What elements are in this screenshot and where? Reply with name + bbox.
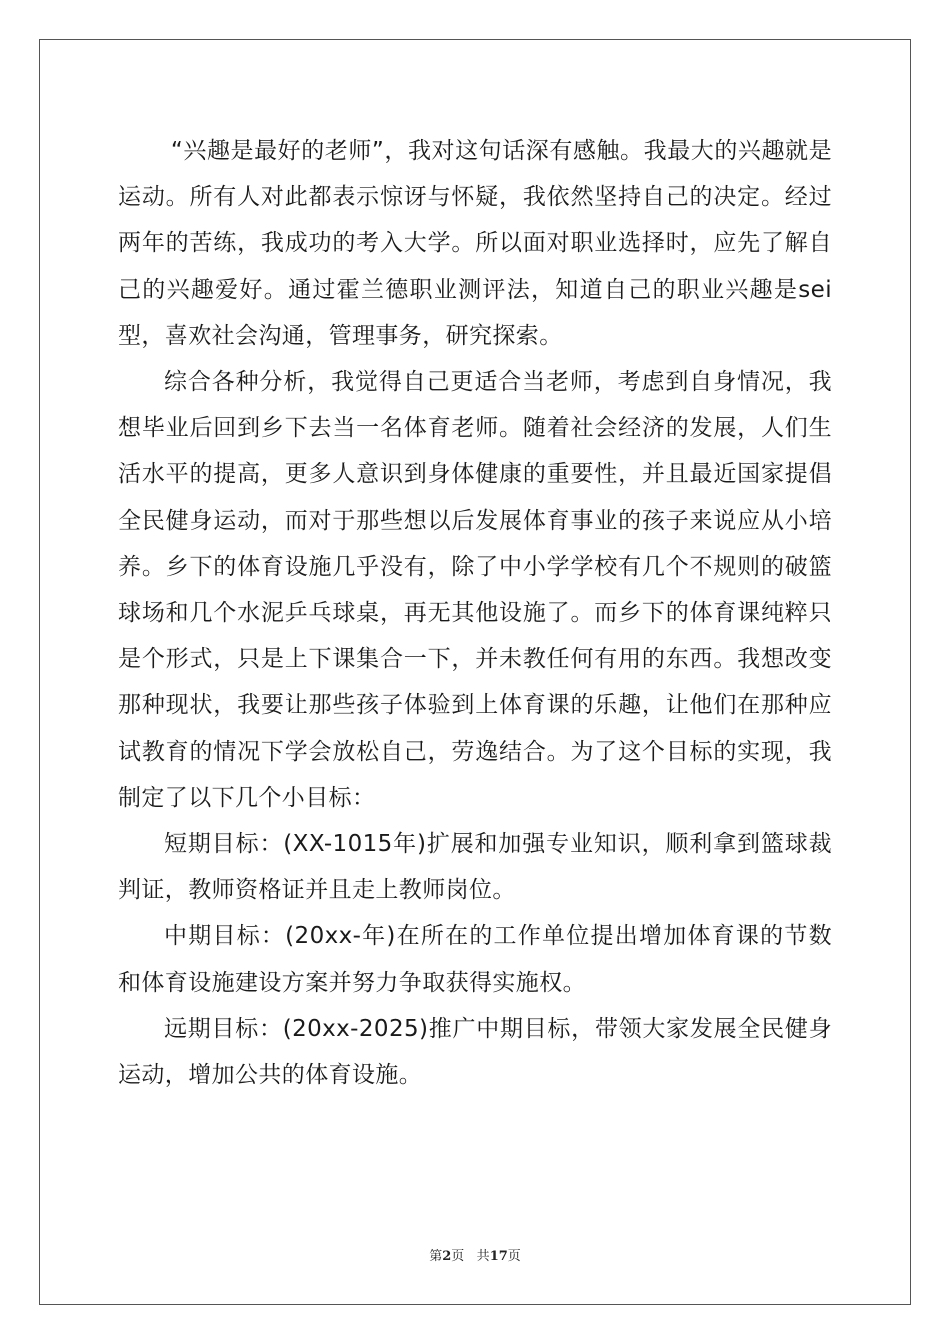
paragraph-mid-term-goal: 中期目标：(20xx-年)在所在的工作单位提出增加体育课的节数和体育设施建设方案并努力争取获得实施权。 — [118, 923, 832, 996]
paragraph-long-term-goal: 远期目标：(20xx-2025)推广中期目标，带领大家发展全民健身运动，增加公共的体育设施。 — [118, 1015, 832, 1089]
total-pages: 17 — [489, 1249, 508, 1264]
total-prefix: 共 — [476, 1249, 490, 1264]
paragraph-analysis: 综合各种分析，我觉得自己更适合当老师，考虑到自身情况，我想毕业后回到乡下去当一名体育老师。随着社会经济的发展，人们生活水平的提高，更多人意识到身体健康的重要性，并且最近国家提倡全民健身运动，而对于那些想以后发展体育事业的孩子来说应从小培养。乡下的体育设施几乎没有，除了中小学学校有几个不规则的破篮球场和几个水泥乒乓球桌，再无其他设施了。而乡下的体育课纯粹只是个形式，只是上下课集合一下，并未教任何有用的东西。我想改变那种现状，我要让那些孩子体验到上体育课的乐趣，让他们在那种应试教育的情况下学会放松自己，劳逸结合。为了这个目标的实现，我制定了以下几个小目标： — [118, 369, 832, 811]
paragraph-interest: “兴趣是最好的老师”，我对这句话深有感触。我最大的兴趣就是运动。所有人对此都表示惊讶与怀疑，我依然坚持自己的决定。经过两年的苦练，我成功的考入大学。所以面对职业选择时，应先了解自己的兴趣爱好。通过霍兰德职业测评法，知道自己的职业兴趣是sei型，喜欢社会沟通，管理事务，研究探索。 — [118, 138, 832, 349]
total-suffix: 页 — [507, 1249, 521, 1264]
page-suffix: 页 — [451, 1249, 465, 1264]
page-prefix: 第 — [429, 1249, 443, 1264]
page-footer — [0, 1245, 950, 1264]
document-body — [118, 128, 832, 1098]
page-number: 2 — [442, 1249, 452, 1264]
paragraph-short-term-goal: 短期目标：(XX-1015年)扩展和加强专业知识，顺利拿到篮球裁判证，教师资格证并且走上教师岗位。 — [118, 831, 832, 904]
